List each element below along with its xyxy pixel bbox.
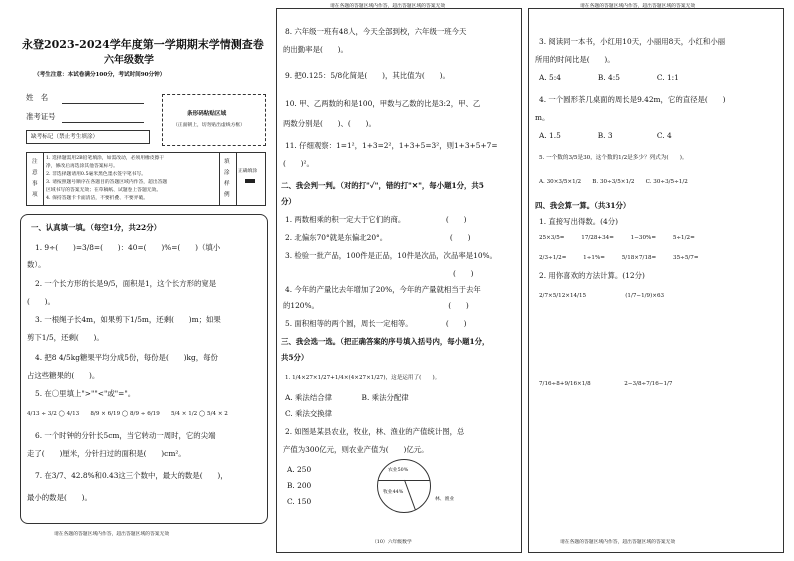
c2-line: 2. 北偏东70°就是东偏北20°。 ( ) <box>285 233 471 242</box>
q7-line: 最小的数是( )。 <box>27 493 92 502</box>
notice-line: 净，修改后再选涂其他答案标号。 <box>46 164 118 169</box>
c2-line: 2. 如图是某县农业，牧业，林、渔业的产值统计图，总 <box>285 427 465 436</box>
option-a: A. 250 <box>287 465 312 474</box>
notice-box <box>26 152 266 206</box>
c2-line: 的120%。 ( ) <box>283 301 469 310</box>
section2-heading: 二、我会判一判。（对的打"✓"，错的打"✕"，每小题1分，共5 <box>281 181 484 190</box>
sample-label-char: 样 <box>224 181 230 187</box>
sample-label-char: 例 <box>224 192 230 198</box>
c2-line: 1. 两数相乘的积一定大于它们的商。 ( ) <box>285 215 467 224</box>
c2-line: 4. 今年的产量比去年增加了20%，今年的产量就相当于去年 <box>285 285 481 294</box>
barcode-area <box>162 94 266 146</box>
option-c: C. 150 <box>287 497 312 506</box>
c2-line: 两数分别是( )、( )。 <box>283 119 376 128</box>
column-middle <box>276 8 522 553</box>
c3-line: A. 5:4 B. 4:5 C. 1:1 <box>539 73 679 82</box>
c2-line: 的出勤率是( )。 <box>283 45 348 54</box>
column-left <box>14 8 270 553</box>
c3-line: 2/3÷1/2= 1÷1%= 5/18×7/18= 35÷5/7= <box>539 255 699 261</box>
notice-line: 区域书写的答案无效；在草稿纸、试题卷上答题无效。 <box>46 188 162 193</box>
name-field[interactable] <box>62 103 144 104</box>
sample-label-char: 填 <box>224 159 230 165</box>
page-footer: （10）六年级数学 <box>372 540 412 545</box>
absent-mark-box[interactable] <box>26 130 150 144</box>
option-b: B. 200 <box>287 481 312 490</box>
footer-note-left: 请在各题的答题区域内作答，超出答题区域的答案无效 <box>54 532 170 537</box>
q2-line: ( )。 <box>27 297 55 306</box>
c3-line: 25×3/5= 17/28+34= 1−30%= 5÷1/2= <box>539 235 695 241</box>
filled-sample-mark <box>245 179 255 183</box>
c3-line: 1. 直接写出得数。(4分) <box>539 217 618 226</box>
q6-line: 6. 一个时钟的分针长5cm，当它转动一周时，它的尖端 <box>35 431 216 440</box>
q5-comparisons: 4/13 ÷ 3/2 ◯ 4/13 8/9 × 6/19 ◯ 8/9 ÷ 6/19 5/4 × 1/2 ◯ 5/4 × 2 <box>27 411 228 417</box>
section3-heading-cont: 共5分） <box>281 353 309 362</box>
c3-line: A. 30×3/5×1/2 B. 30÷3/5×1/2 C. 30÷3/5÷1/2 <box>539 179 688 185</box>
barcode-note: （正面朝上，切勿贴出虚线方框） <box>173 123 245 128</box>
c2-line: 8. 六年级一班有48人，今天全部到校，六年级一班今天 <box>285 27 467 36</box>
q2-line: 2. 一个长方形的长是9/5，面积是1，这个长方形的宽是 <box>35 279 217 288</box>
c3-line: 4. 一个圆形茶几桌面的周长是9.42m，它的直径是( ) <box>539 95 726 104</box>
pie-label-b: 牧业44% <box>383 490 404 495</box>
notice-line: 4. 保持答题卡卡面清洁，不要折叠、不要弄破。 <box>46 196 149 201</box>
column-right <box>528 8 784 553</box>
exam-title: 永登2023-2024学年度第一学期期末学情测查卷 <box>22 38 264 51</box>
notice-label-char: 注 <box>32 159 38 165</box>
q1-line: 1. 9÷( )=3/8=( )：40=( )%=( )（填小 <box>35 243 221 252</box>
q1-line: 数）。 <box>27 260 46 269</box>
q7-line: 7. 在3/7、42.8%和0.43这三个数中，最大的数是( )， <box>35 471 228 480</box>
c2-line: ( ) <box>283 269 474 278</box>
c3-line: 2. 用你喜欢的方法计算。(12分) <box>539 271 645 280</box>
header-note-mid: 请在各题的答题区域内作答，超出答题区域的答案无效 <box>330 4 446 9</box>
pie-chart <box>377 459 431 513</box>
notice-line: 1. 选择题需用2B铅笔填涂，如需改动，必须用橡皮擦干 <box>46 156 165 161</box>
footer-note-right: 请在各题的答题区域内作答，超出答题区域的答案无效 <box>560 540 676 545</box>
q4-line: 占这些糖果的( )。 <box>27 371 100 380</box>
c2-line: ( )²。 <box>283 159 314 168</box>
q5-line: 5. 在〇里填上">""<"或"="。 <box>35 389 136 398</box>
c3-line: 7/16÷8+9/16×1/8 2−3/8÷7/16−1/7 <box>539 381 673 387</box>
exam-note: （考生注意：本试卷满分100分，考试时间90分钟） <box>34 72 166 78</box>
c2-line: 产值为300亿元，则农业产值为( )亿元。 <box>283 445 429 454</box>
notice-label-char: 项 <box>32 192 38 198</box>
c2-line: A. 乘法结合律 B. 乘法分配律 <box>285 393 409 402</box>
notice-label-char: 事 <box>32 181 38 187</box>
c2-line: C. 乘法交换律 <box>285 409 333 418</box>
exam-subject: 六年级数学 <box>104 55 154 66</box>
barcode-title: 条形码粘贴区域 <box>187 111 227 117</box>
absent-label: 缺考标记（禁止考生填涂） <box>31 134 99 140</box>
sample-text: 正确填涂 <box>238 169 258 174</box>
section4-heading: 四、我会算一算。（共31分） <box>535 201 631 210</box>
pie-label-c: 林、渔业 <box>435 497 455 502</box>
c2-line: 10. 甲、乙两数的和是100，甲数与乙数的比是3:2，甲、乙 <box>285 99 481 108</box>
header-note-right: 请在各题的答题区域内作答，超出答题区域的答案无效 <box>580 4 696 9</box>
c2-line: 11. 仔细观察：1=1²，1+3=2²，1+3+5=3²，则1+3+5+7= <box>285 141 498 150</box>
q6-line: 走了( )厘米，分针扫过的面积是( )cm²。 <box>27 449 186 458</box>
c3-line: m。 <box>535 113 550 122</box>
section2-heading-cont: 分） <box>281 197 296 206</box>
c3-line: 3. 阅读同一本书，小红用10天，小丽用8天，小红和小丽 <box>539 37 726 46</box>
c3-line: A. 1.5 B. 3 C. 4 <box>539 131 672 140</box>
c3-line: 2/7×5/12×14/15 (1/7−1/9)×63 <box>539 293 665 299</box>
notice-label-char: 意 <box>32 170 38 176</box>
notice-line: 3. 请按照题号顺序在各题目的答题区域内作答，超出答题 <box>46 180 168 185</box>
section3-heading: 三、我会选一选。（把正确答案的序号填入括号内，每小题1分， <box>281 337 490 346</box>
id-field[interactable] <box>62 122 144 123</box>
id-label: 准考证号 <box>26 112 56 121</box>
sample-label-char: 涂 <box>224 170 230 176</box>
section1-box <box>20 214 268 524</box>
q3-line: 3. 一根绳子长4m，如果剪下1/5m，还剩( )m；如果 <box>35 315 221 324</box>
c2-line: 3. 检验一批产品，100件是正品，10件是次品，次品率是10%。 <box>285 251 497 260</box>
name-label: 姓 名 <box>26 93 49 102</box>
c2-line: 1. 1/4×27×1/27+1/4×(4×27×1/27)，这是运用了( )。 <box>285 375 441 381</box>
c3-line: 所用的时间比是( )。 <box>535 55 615 64</box>
c2-line: 5. 面积相等的两个圆，周长一定相等。 ( ) <box>285 319 467 328</box>
q4-line: 4. 把8 4/5kg糖果平均分成5份，每份是( )kg，每份 <box>35 353 218 362</box>
q3-line: 剪下1/5，还剩( )。 <box>27 333 104 342</box>
notice-line: 2. 非选择题请用0.5毫米黑色墨水签字笔书写。 <box>46 172 147 177</box>
pie-label-a: 农业50% <box>388 468 409 473</box>
section1-heading: 一、认真填一填。（每空1分，共22分） <box>31 223 161 232</box>
c2-line: 9. 把0.125：5/8化简是( )，其比值为( )。 <box>285 71 450 80</box>
c3-line: 5. 一个数的3/5是30，这个数的1/2是多少？列式为( )。 <box>539 155 688 161</box>
